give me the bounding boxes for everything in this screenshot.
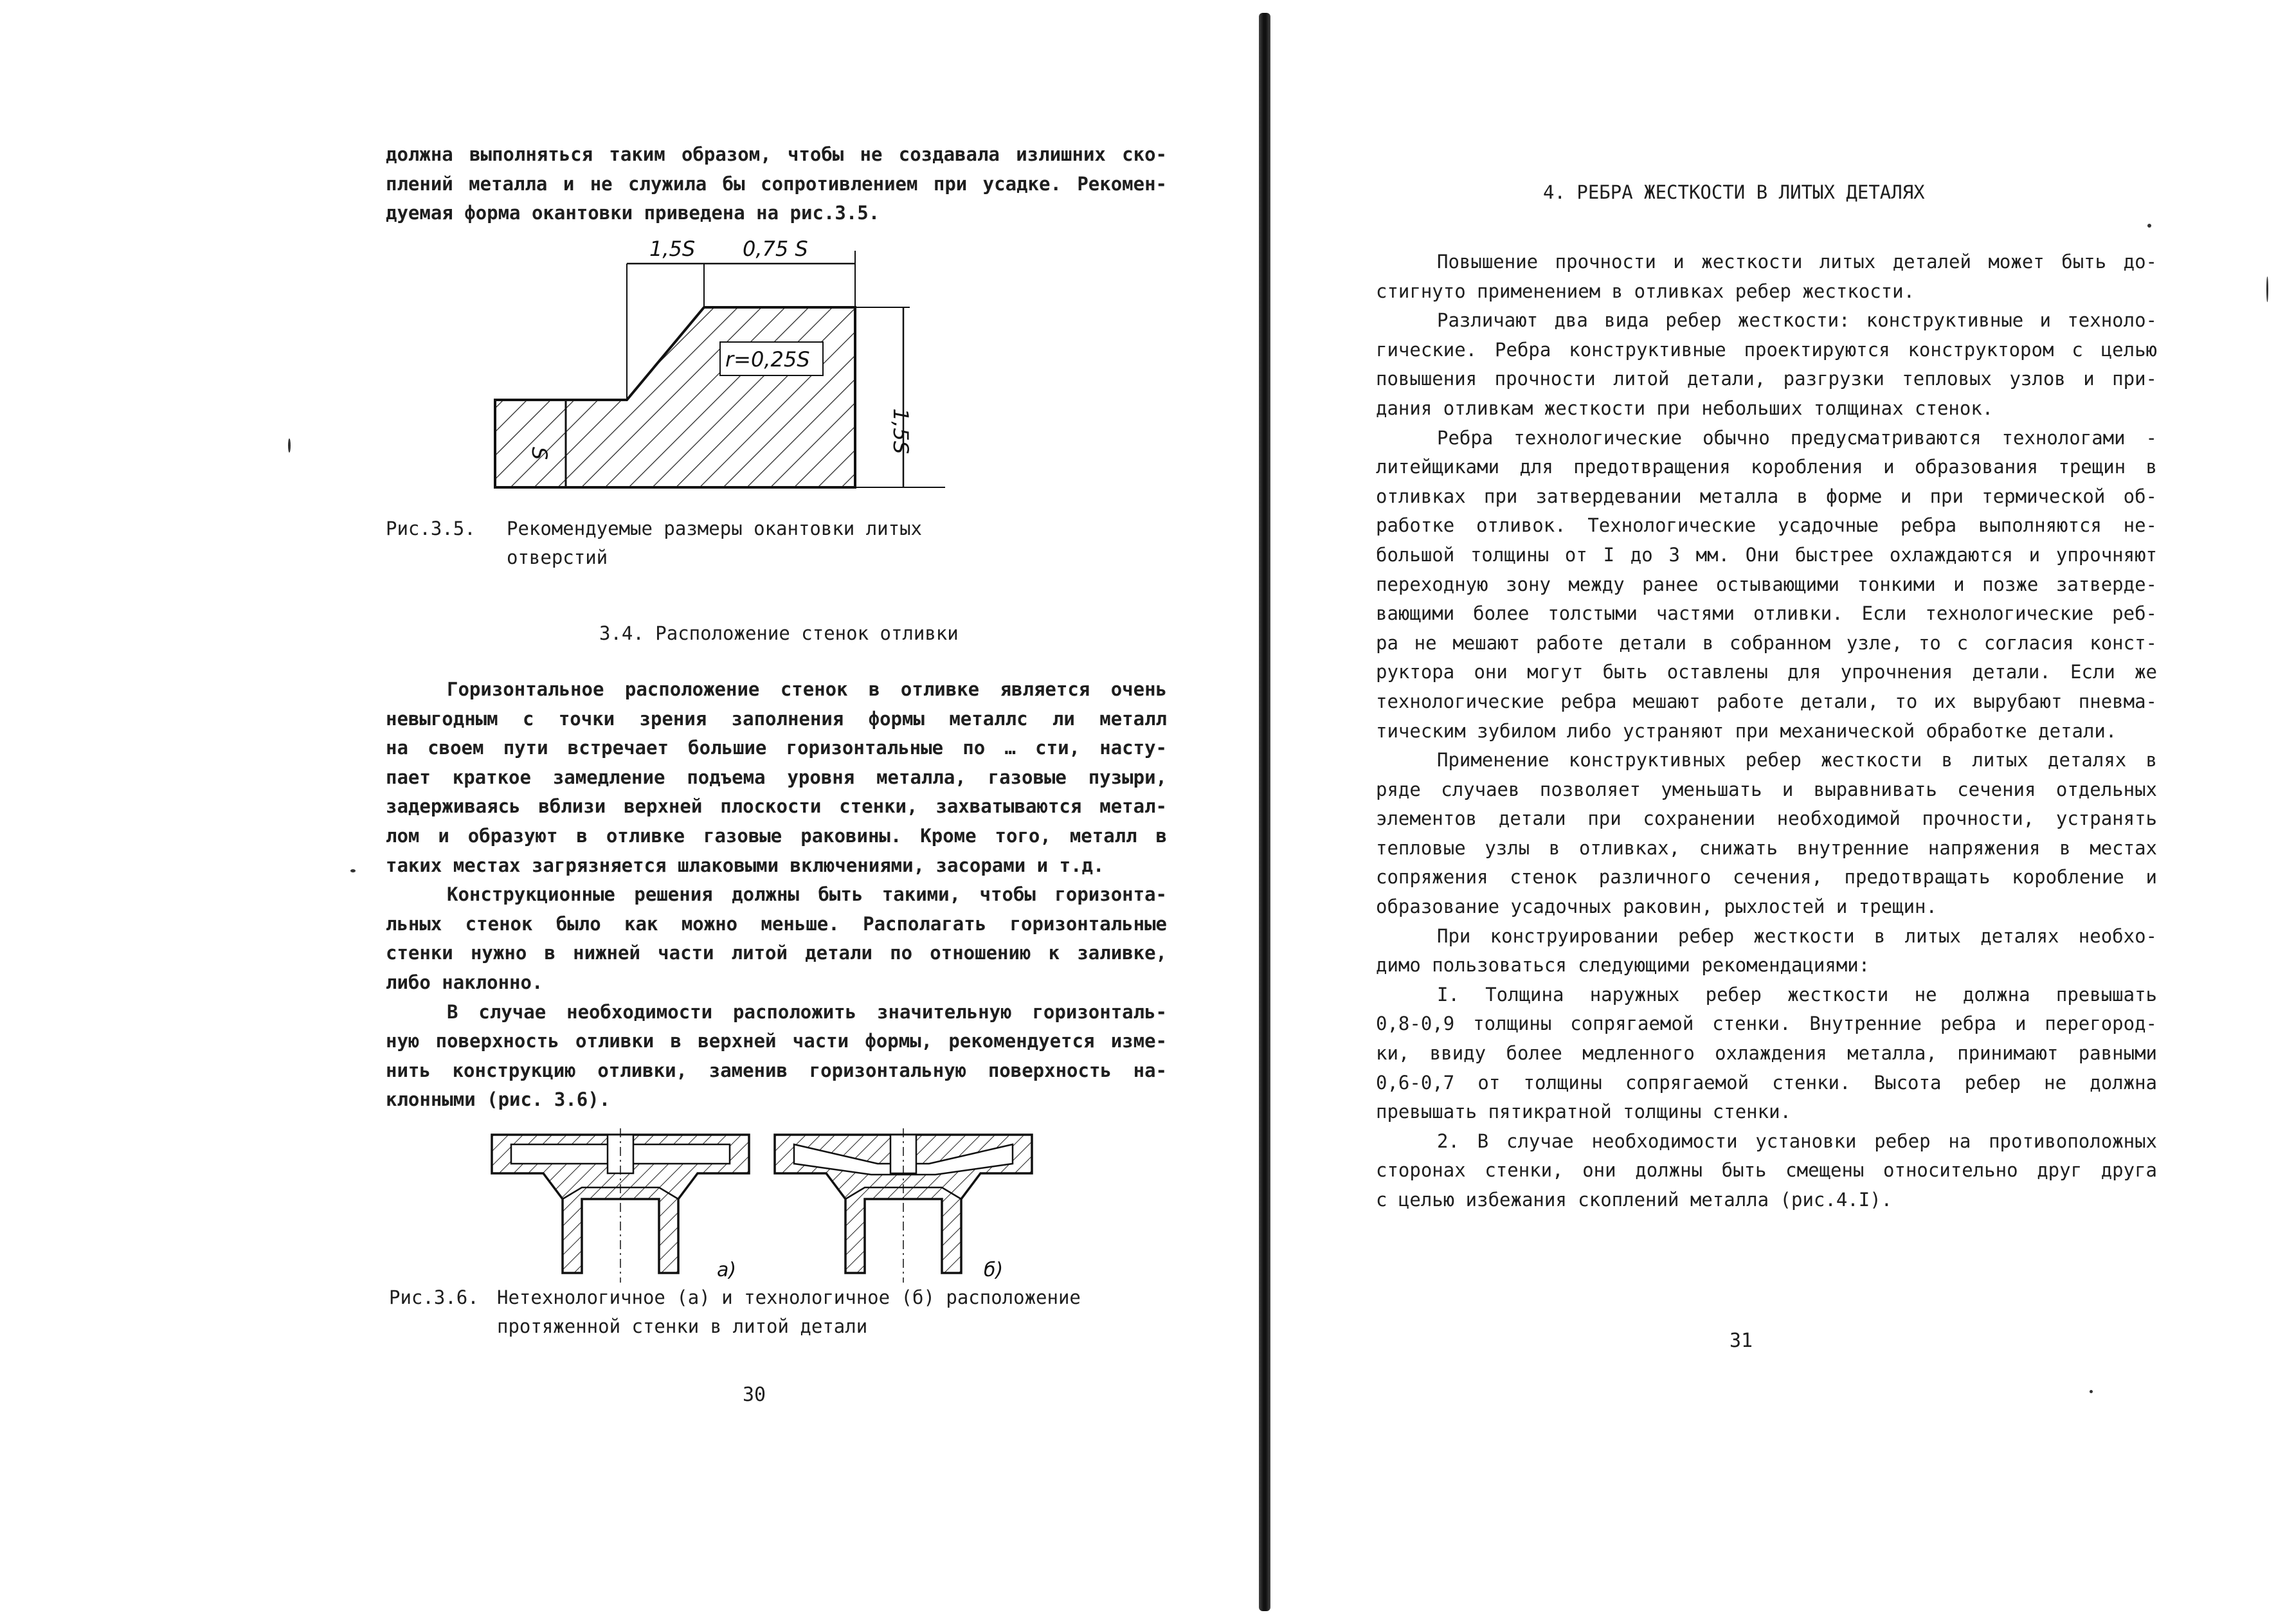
text-line: стигнуто применением в отливках ребер жесткости.: [1376, 280, 1915, 302]
dim-label-side: 1,5S: [889, 408, 913, 455]
text-line: 0,6-0,7 от толщины сопрягаемой стенки. Высота ребер не должна: [1376, 1071, 2157, 1094]
intro-paragraph: [386, 140, 1167, 228]
page-number-left: 30: [743, 1384, 766, 1406]
text-line: тепловые узлы в отливках, снижать внутренние напряжения в местах: [1376, 836, 2157, 859]
fig35-caption-label: Рис.3.5.: [386, 518, 476, 539]
text-line: нить конструкцию отливки, заменив горизонтальную поверхность на-: [386, 1059, 1167, 1081]
scan-speck: [2090, 1390, 2093, 1393]
text-line: на своем пути встречает большие горизонтальные по … сти, насту-: [386, 737, 1167, 759]
text-line: руктора они могут быть оставлены для упрочнения детали. Если же: [1376, 661, 2157, 683]
text-line: Конструкционные решения должны быть такими, чтобы горизонта-: [447, 883, 1167, 906]
figure-3-6: [485, 1128, 1051, 1286]
right-page: [1283, 0, 2276, 1624]
text-line: гические. Ребра конструктивные проектируются конструктором с целью: [1376, 338, 2157, 361]
text-line: элементов детали при сохранении необходимой прочности, устранять: [1376, 807, 2157, 830]
text-line: ки, ввиду более медленного охлаждения металла, принимают равными: [1376, 1042, 2157, 1065]
text-line: плений металла и не служила бы сопротивлением при усадке. Рекомен-: [386, 172, 1167, 195]
text-line: ра не мешают работе детали в собранном узле, то с согласия конст-: [1376, 631, 2157, 654]
text-line: с целью избежания скоплений металла (рис.4.I).: [1376, 1189, 1893, 1211]
text-line: повышения прочности литой детали, разгрузки тепловых узлов и при-: [1376, 368, 2157, 390]
fig36-part-a: [492, 1128, 749, 1283]
fig35-caption-line1: Рекомендуемые размеры окантовки литых: [507, 518, 923, 539]
fig36-label-b: б): [984, 1259, 1004, 1281]
text-line: Ребра технологические обычно предусматриваются технологами -: [1437, 426, 2157, 449]
text-line: литейщиками для предотвращения коробления и образования трещин в: [1376, 456, 2157, 478]
text-line: ную поверхность отливки в верхней части формы, рекомендуется изме-: [386, 1030, 1167, 1052]
text-line: сторонах стенки, они должны быть смещены относительно друг друга: [1376, 1159, 2157, 1182]
text-line: Применение конструктивных ребер жесткости в литых деталях в: [1437, 749, 2157, 771]
text-line: отливках при затвердевании металла в форме и при термической об-: [1376, 485, 2157, 507]
fig36-label-a: а): [717, 1259, 737, 1281]
scan-speck: [2147, 224, 2151, 228]
section-heading: 3.4. Расположение стенок отливки: [599, 622, 959, 644]
radius-label: r=0,25S: [725, 347, 810, 372]
text-line: либо наклонно.: [386, 971, 543, 993]
text-line: технологические ребра мешают работе детали, то их вырубают пневма-: [1376, 690, 2157, 712]
text-line: 0,8-0,9 толщины сопрягаемой стенки. Внутренние ребра и перегород-: [1376, 1013, 2157, 1035]
text-line: переходную зону между ранее остывающими тонкими и позже затверде-: [1376, 573, 2157, 595]
fig36-caption-line2: протяженной стенки в литой детали: [497, 1315, 868, 1337]
text-line: Различают два вида ребер жесткости: конструктивные и техноло-: [1437, 309, 2157, 332]
text-line: пает краткое замедление подъема уровня металла, газовые пузыри,: [386, 766, 1167, 788]
right-body: [1376, 248, 2157, 1215]
dim-label-top-left: 1,5S: [649, 237, 696, 261]
book-spine: [1259, 13, 1270, 1611]
paragraph-1: [386, 675, 1167, 1115]
scan-speck: [2266, 276, 2268, 302]
text-line: льных стенок было как можно меньше. Располагать горизонтальные: [386, 912, 1167, 935]
text-line: сопряжения стенок различного сечения, предотвращать коробление и: [1376, 866, 2157, 889]
wall-label: S: [527, 447, 552, 460]
text-line: дания отливкам жесткости при небольших толщинах стенок.: [1376, 397, 1994, 419]
text-line: I. Толщина наружных ребер жесткости не должна превышать: [1437, 983, 2157, 1006]
text-line: 2. В случае необходимости установки ребер на противоположных: [1437, 1130, 2157, 1152]
text-line: тическим зубилом либо устраняют при механической обработке детали.: [1376, 719, 2117, 742]
text-line: стенки нужно в нижней части литой детали по отношению к заливке,: [386, 942, 1167, 964]
page-number-right: 31: [1730, 1330, 1753, 1352]
fig36-caption-label: Рис.3.6.: [389, 1286, 479, 1308]
text-line: лом и образуют в отливке газовые раковины. Кроме того, металл в: [386, 824, 1167, 847]
text-line: таких местах загрязняется шлаковыми включениями, засорами и т.д.: [386, 854, 1105, 876]
fig36-caption-line1: Нетехнологичное (а) и технологичное (б) расположение: [497, 1286, 1081, 1308]
text-line: должна выполняться таким образом, чтобы не создавала излишних ско-: [386, 143, 1167, 165]
casting-section: [495, 307, 855, 487]
dim-label-top-right: 0,75 S: [743, 237, 808, 261]
text-line: вающими более толстыми частями отливки. Если технологические реб-: [1376, 602, 2157, 625]
fig35-caption-line2: отверстий: [507, 546, 608, 568]
scan-speck: [288, 438, 291, 453]
fig36-caption: [389, 1283, 1081, 1341]
text-line: димо пользоваться следующими рекомендациями:: [1376, 954, 1870, 977]
text-line: задерживаясь вблизи верхней плоскости стенки, захватываются метал-: [386, 795, 1167, 818]
text-line: При конструировании ребер жесткости в литых деталях необхо-: [1437, 925, 2157, 947]
text-line: образование усадочных раковин, рыхлостей и трещин.: [1376, 896, 1937, 918]
text-line: клонными (рис. 3.6).: [386, 1088, 611, 1111]
text-line: дуемая форма окантовки приведена на рис.3.5.: [386, 202, 880, 224]
text-line: Повышение прочности и жесткости литых деталей может быть до-: [1437, 251, 2157, 273]
text-line: превышать пятикратной толщины стенки.: [1376, 1101, 1792, 1123]
text-line: большой толщины от I до 3 мм. Они быстрее охлаждаются и упрочняют: [1376, 543, 2157, 566]
text-line: Горизонтальное расположение стенок в отливке является очень: [447, 678, 1167, 700]
text-line: работке отливок. Технологические усадочные ребра выполняются не-: [1376, 514, 2157, 537]
fig35-caption: [386, 514, 922, 572]
text-line: В случае необходимости расположить значительную горизонталь-: [447, 1000, 1167, 1023]
text-line: ряде случаев позволяет уменьшать и выравнивать сечения отдельных: [1376, 778, 2157, 800]
scan-speck: [350, 869, 356, 872]
figure-3-5: [482, 231, 971, 514]
chapter-heading: 4. РЕБРА ЖЕСТКОСТИ В ЛИТЫХ ДЕТАЛЯХ: [1543, 181, 1925, 203]
text-line: невыгодным с точки зрения заполнения формы металлс ли металл: [386, 707, 1167, 730]
